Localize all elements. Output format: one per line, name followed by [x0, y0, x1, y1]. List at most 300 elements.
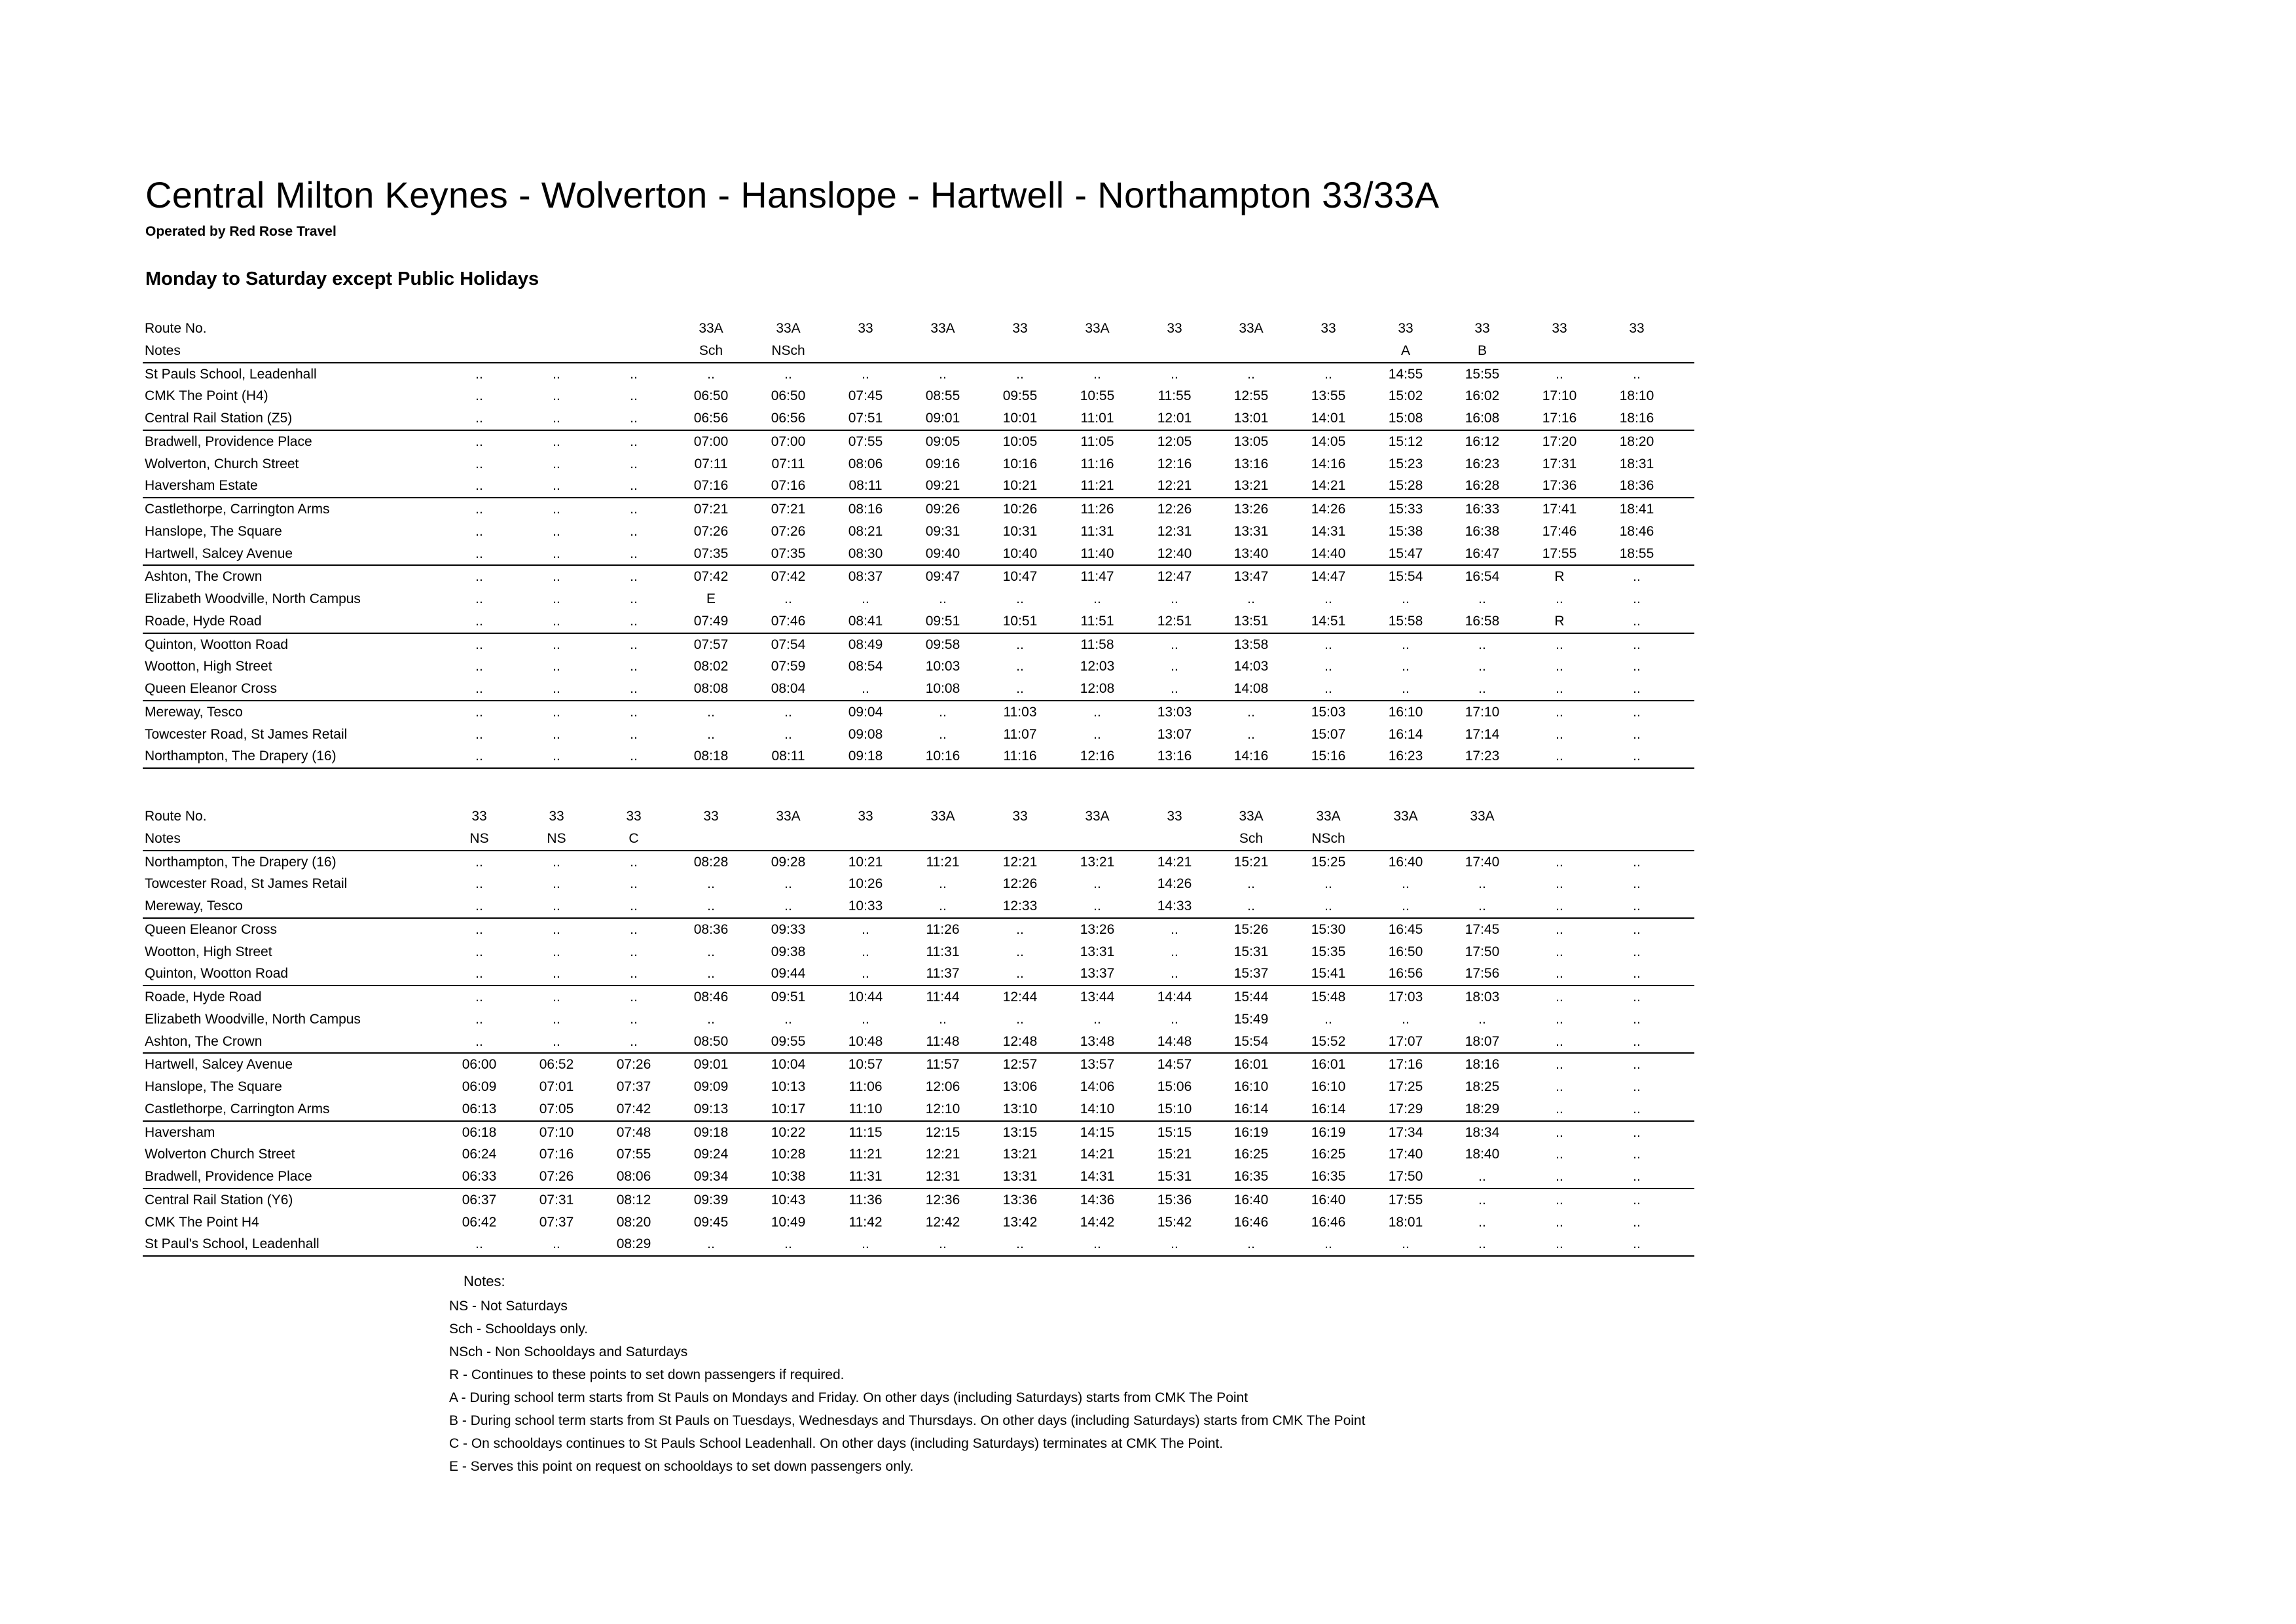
time-cell: .. — [1556, 854, 1563, 870]
time-cell: .. — [553, 545, 560, 561]
time-cell: .. — [1556, 1101, 1563, 1116]
time-cell: .. — [1324, 366, 1332, 382]
time-cell: 13:16 — [1233, 456, 1269, 471]
time-cell: 33A — [1085, 809, 1110, 824]
time-cell: 12:01 — [1157, 411, 1192, 426]
time-cell: 15:38 — [1388, 523, 1423, 539]
time-cell: 08:12 — [616, 1192, 651, 1208]
time-cell: .. — [1093, 704, 1101, 720]
time-cell: .. — [1633, 989, 1641, 1005]
time-cell: 10:38 — [771, 1169, 806, 1184]
table-row — [143, 1166, 1694, 1189]
time-cell: C — [629, 830, 639, 846]
time-cell: 10:13 — [771, 1079, 806, 1094]
time-cell: .. — [1478, 591, 1486, 606]
time-cell: 16:56 — [1388, 966, 1423, 982]
notes-heading: Notes: — [464, 1273, 505, 1289]
note-line: R - Continues to these points to set down passengers if required. — [449, 1367, 845, 1382]
time-cell: .. — [1633, 1214, 1641, 1230]
table-row — [143, 521, 1694, 543]
time-cell: 33A — [699, 321, 723, 336]
stop-name: Quinton, Wootton Road — [145, 966, 289, 982]
time-cell: .. — [1402, 898, 1410, 913]
stop-name: Elizabeth Woodville, North Campus — [145, 591, 361, 606]
time-cell: .. — [1556, 966, 1563, 982]
time-cell: 10:48 — [848, 1033, 883, 1049]
stop-name: Quinton, Wootton Road — [145, 637, 289, 652]
time-cell: 13:47 — [1233, 569, 1269, 585]
time-cell: 13:15 — [1002, 1124, 1038, 1140]
time-cell: 08:11 — [771, 748, 805, 764]
time-cell: .. — [1402, 591, 1410, 606]
time-cell: .. — [1171, 921, 1178, 937]
note-line: NSch - Non Schooldays and Saturdays — [449, 1344, 688, 1359]
time-cell: .. — [1633, 966, 1641, 982]
time-cell: .. — [475, 921, 483, 937]
stop-name: Wolverton Church Street — [145, 1147, 295, 1162]
time-cell: 14:51 — [1311, 613, 1346, 629]
time-cell: 09:55 — [771, 1033, 806, 1049]
time-cell: 33 — [626, 809, 642, 824]
time-cell: 18:46 — [1619, 523, 1654, 539]
table-row — [143, 745, 1694, 769]
time-cell: 07:00 — [771, 434, 806, 449]
time-cell: 11:51 — [1080, 613, 1114, 629]
time-cell: 06:50 — [693, 388, 729, 404]
time-cell: 09:33 — [771, 921, 806, 937]
time-cell: 13:55 — [1311, 388, 1346, 404]
time-cell: 14:57 — [1157, 1057, 1192, 1073]
time-cell: .. — [862, 966, 869, 982]
time-cell: 09:18 — [848, 748, 883, 764]
time-cell: .. — [1633, 681, 1641, 696]
time-cell: .. — [1556, 1011, 1563, 1027]
time-cell: 09:13 — [693, 1101, 729, 1116]
time-cell: 12:26 — [1157, 502, 1192, 517]
time-cell: .. — [630, 966, 638, 982]
time-cell: 15:30 — [1311, 921, 1346, 937]
time-cell: .. — [862, 681, 869, 696]
time-cell: .. — [1016, 681, 1024, 696]
time-cell: .. — [1478, 659, 1486, 674]
time-cell: 11:21 — [926, 854, 960, 870]
time-cell: .. — [630, 411, 638, 426]
time-cell: 11:21 — [1080, 478, 1114, 494]
time-cell: 11:16 — [1080, 456, 1114, 471]
time-cell: .. — [553, 944, 560, 959]
time-cell: 07:35 — [771, 545, 806, 561]
time-cell: 12:57 — [1002, 1057, 1038, 1073]
time-cell: .. — [1556, 591, 1563, 606]
time-cell: 11:15 — [848, 1124, 883, 1140]
time-cell: .. — [1633, 1011, 1641, 1027]
time-cell: 07:31 — [539, 1192, 574, 1208]
time-cell: .. — [1402, 1236, 1410, 1252]
time-cell: .. — [784, 591, 792, 606]
time-cell: R — [1554, 613, 1565, 629]
time-cell: .. — [475, 613, 483, 629]
time-cell: .. — [1016, 966, 1024, 982]
stop-name: Castlethorpe, Carrington Arms — [145, 1101, 330, 1116]
time-cell: 07:26 — [693, 523, 729, 539]
time-cell: 13:40 — [1233, 545, 1269, 561]
time-cell: 16:10 — [1388, 704, 1423, 720]
time-cell: 08:49 — [848, 637, 883, 652]
time-cell: 07:57 — [693, 637, 729, 652]
time-cell: 10:26 — [1002, 502, 1038, 517]
time-cell: 17:07 — [1388, 1033, 1423, 1049]
time-cell: 13:44 — [1080, 989, 1115, 1005]
time-cell: 12:40 — [1157, 545, 1192, 561]
time-cell: 09:38 — [771, 944, 806, 959]
time-cell: .. — [630, 898, 638, 913]
stop-name: Ashton, The Crown — [145, 1033, 263, 1049]
time-cell: 13:07 — [1157, 726, 1192, 742]
time-cell: .. — [553, 898, 560, 913]
time-cell: 10:43 — [771, 1192, 806, 1208]
time-cell: 11:05 — [1080, 434, 1114, 449]
time-cell: .. — [1633, 366, 1641, 382]
time-cell: .. — [1478, 876, 1486, 892]
time-cell: .. — [1016, 637, 1024, 652]
time-cell: .. — [1247, 898, 1255, 913]
table-row — [143, 941, 1694, 963]
time-cell: 08:55 — [925, 388, 960, 404]
time-cell: .. — [939, 1011, 947, 1027]
time-cell: .. — [1093, 591, 1101, 606]
time-cell: .. — [475, 1033, 483, 1049]
time-cell: 13:05 — [1233, 434, 1269, 449]
time-cell: .. — [475, 434, 483, 449]
time-cell: .. — [707, 1236, 715, 1252]
time-cell: 14:10 — [1080, 1101, 1115, 1116]
time-cell: 10:44 — [848, 989, 883, 1005]
table-row — [143, 805, 1694, 828]
table-row — [143, 634, 1694, 656]
time-cell: 33 — [1629, 321, 1645, 336]
time-cell: .. — [630, 1011, 638, 1027]
stop-name: Route No. — [145, 321, 207, 336]
time-cell: 07:16 — [539, 1147, 574, 1162]
time-cell: .. — [475, 456, 483, 471]
time-cell: 16:45 — [1388, 921, 1423, 937]
time-cell: .. — [553, 1033, 560, 1049]
time-cell: 10:04 — [771, 1057, 806, 1073]
time-cell: 12:33 — [1002, 898, 1038, 913]
time-cell: .. — [1402, 876, 1410, 892]
time-cell: .. — [475, 876, 483, 892]
time-cell: 13:36 — [1002, 1192, 1038, 1208]
time-cell: .. — [939, 591, 947, 606]
time-cell: 16:35 — [1311, 1169, 1346, 1184]
time-cell: 18:36 — [1619, 478, 1654, 494]
time-cell: .. — [553, 637, 560, 652]
time-cell: 11:47 — [1080, 569, 1114, 585]
time-cell: 16:40 — [1388, 854, 1423, 870]
time-cell: 14:44 — [1157, 989, 1192, 1005]
time-cell: 09:28 — [771, 854, 806, 870]
time-cell: 15:15 — [1157, 1124, 1192, 1140]
time-cell: .. — [475, 411, 483, 426]
time-cell: .. — [1633, 898, 1641, 913]
time-cell: .. — [553, 502, 560, 517]
stop-name: Wolverton, Church Street — [145, 456, 299, 471]
time-cell: 15:36 — [1157, 1192, 1192, 1208]
time-cell: 17:50 — [1388, 1169, 1423, 1184]
time-cell: .. — [630, 659, 638, 674]
time-cell: 33 — [1321, 321, 1336, 336]
time-cell: 07:55 — [616, 1147, 651, 1162]
time-cell: .. — [475, 388, 483, 404]
time-cell: 13:26 — [1233, 502, 1269, 517]
stop-name: St Pauls School, Leadenhall — [145, 366, 317, 382]
time-cell: .. — [630, 726, 638, 742]
time-cell: .. — [1633, 944, 1641, 959]
time-cell: .. — [1556, 704, 1563, 720]
time-cell: 14:40 — [1311, 545, 1346, 561]
time-cell: 11:31 — [926, 944, 960, 959]
time-cell: 11:26 — [1080, 502, 1114, 517]
stop-name: Ashton, The Crown — [145, 569, 263, 585]
time-cell: .. — [553, 434, 560, 449]
time-cell: 33A — [776, 321, 801, 336]
time-cell: 12:08 — [1080, 681, 1115, 696]
time-cell: Sch — [1239, 830, 1264, 846]
time-cell: 10:05 — [1002, 434, 1038, 449]
time-cell: 07:26 — [771, 523, 806, 539]
time-cell: 12:21 — [1157, 478, 1192, 494]
time-cell: 13:51 — [1233, 613, 1269, 629]
time-cell: 11:10 — [848, 1101, 883, 1116]
time-cell: A — [1400, 342, 1410, 358]
table-row — [143, 895, 1694, 919]
time-cell: 11:44 — [926, 989, 960, 1005]
time-cell: 12:44 — [1002, 989, 1038, 1005]
time-cell: 15:49 — [1233, 1011, 1269, 1027]
time-cell: 12:05 — [1157, 434, 1192, 449]
time-cell: 11:01 — [1080, 411, 1114, 426]
time-cell: 13:48 — [1080, 1033, 1115, 1049]
time-cell: 06:09 — [462, 1079, 497, 1094]
time-cell: .. — [1247, 366, 1255, 382]
time-cell: 09:08 — [848, 726, 883, 742]
time-cell: .. — [1171, 637, 1178, 652]
time-cell: 08:37 — [848, 569, 883, 585]
time-cell: 14:36 — [1080, 1192, 1115, 1208]
time-cell: .. — [1402, 1011, 1410, 1027]
time-cell: 12:55 — [1233, 388, 1269, 404]
time-cell: .. — [630, 523, 638, 539]
time-cell: 17:10 — [1542, 388, 1577, 404]
time-cell: B — [1477, 342, 1487, 358]
time-cell: 07:11 — [771, 456, 805, 471]
time-cell: 16:10 — [1311, 1079, 1346, 1094]
time-cell: 12:36 — [925, 1192, 960, 1208]
time-cell: .. — [1633, 569, 1641, 585]
time-cell: .. — [630, 502, 638, 517]
time-cell: 11:42 — [848, 1214, 883, 1230]
time-cell: .. — [1633, 726, 1641, 742]
time-cell: .. — [1556, 1124, 1563, 1140]
table-row — [143, 453, 1694, 475]
time-cell: .. — [1633, 876, 1641, 892]
time-cell: 33A — [1239, 809, 1264, 824]
time-cell: 16:46 — [1311, 1214, 1346, 1230]
time-cell: 10:28 — [771, 1147, 806, 1162]
time-cell: 18:01 — [1388, 1214, 1423, 1230]
time-cell: .. — [630, 704, 638, 720]
time-cell: 09:40 — [925, 545, 960, 561]
time-cell: .. — [553, 591, 560, 606]
time-cell: 16:47 — [1465, 545, 1500, 561]
stop-name: Route No. — [145, 809, 207, 824]
time-cell: 11:31 — [1080, 523, 1114, 539]
time-cell: 16:54 — [1465, 569, 1500, 585]
table-row — [143, 363, 1694, 386]
time-cell: 33 — [858, 321, 873, 336]
time-cell: 16:50 — [1388, 944, 1423, 959]
time-cell: .. — [939, 898, 947, 913]
time-cell: .. — [862, 944, 869, 959]
time-cell: 33 — [1398, 321, 1413, 336]
time-cell: 16:40 — [1311, 1192, 1346, 1208]
time-cell: 16:19 — [1311, 1124, 1346, 1140]
time-cell: .. — [939, 1236, 947, 1252]
stop-name: Queen Eleanor Cross — [145, 681, 277, 696]
time-cell: .. — [1016, 366, 1024, 382]
table-row — [143, 1098, 1694, 1122]
time-cell: .. — [1633, 1147, 1641, 1162]
time-cell: 16:38 — [1465, 523, 1500, 539]
time-cell: .. — [1556, 1057, 1563, 1073]
time-cell: 07:55 — [848, 434, 883, 449]
time-cell: 33A — [930, 809, 955, 824]
time-cell: 08:54 — [848, 659, 883, 674]
time-cell: .. — [1633, 1236, 1641, 1252]
time-cell: 11:31 — [848, 1169, 883, 1184]
time-cell: 33 — [1012, 809, 1028, 824]
time-cell: 10:26 — [848, 876, 883, 892]
time-cell: 11:07 — [1003, 726, 1037, 742]
time-cell: 16:35 — [1233, 1169, 1269, 1184]
time-cell: .. — [862, 1011, 869, 1027]
time-cell: 10:21 — [1002, 478, 1038, 494]
time-cell: 17:40 — [1388, 1147, 1423, 1162]
time-cell: 08:41 — [848, 613, 883, 629]
time-cell: .. — [630, 921, 638, 937]
time-cell: .. — [553, 854, 560, 870]
time-cell: .. — [1556, 898, 1563, 913]
time-cell: .. — [553, 681, 560, 696]
time-cell: 17:55 — [1542, 545, 1577, 561]
time-cell: 10:08 — [925, 681, 960, 696]
inbound-timetable — [143, 805, 1694, 1257]
time-cell: NSch — [1311, 830, 1345, 846]
time-cell: 13:06 — [1002, 1079, 1038, 1094]
time-cell: 18:03 — [1465, 989, 1500, 1005]
time-cell: 14:31 — [1080, 1169, 1115, 1184]
time-cell: 17:29 — [1388, 1101, 1423, 1116]
time-cell: 33 — [703, 809, 719, 824]
table-row — [143, 1122, 1694, 1144]
time-cell: .. — [630, 545, 638, 561]
outbound-timetable — [143, 318, 1694, 769]
time-cell: 17:46 — [1542, 523, 1577, 539]
time-cell: 09:16 — [925, 456, 960, 471]
time-cell: .. — [1093, 898, 1101, 913]
time-cell: 15:02 — [1388, 388, 1423, 404]
time-cell: 33A — [1393, 809, 1418, 824]
time-cell: .. — [707, 966, 715, 982]
stop-name: Hanslope, The Square — [145, 1079, 282, 1094]
time-cell: 07:48 — [616, 1124, 651, 1140]
time-cell: 13:57 — [1080, 1057, 1115, 1073]
time-cell: 07:51 — [848, 411, 883, 426]
time-cell: .. — [1556, 1147, 1563, 1162]
table-row — [143, 385, 1694, 407]
time-cell: .. — [475, 898, 483, 913]
time-cell: .. — [1556, 1214, 1563, 1230]
time-cell: 08:36 — [693, 921, 729, 937]
time-cell: 11:21 — [848, 1147, 883, 1162]
time-cell: .. — [630, 681, 638, 696]
time-cell: 33 — [858, 809, 873, 824]
time-cell: .. — [630, 366, 638, 382]
time-cell: 15:10 — [1157, 1101, 1192, 1116]
time-cell: .. — [1633, 748, 1641, 764]
time-cell: 17:40 — [1465, 854, 1500, 870]
time-cell: .. — [1633, 1101, 1641, 1116]
time-cell: .. — [475, 591, 483, 606]
time-cell: .. — [553, 876, 560, 892]
time-cell: 12:21 — [1002, 854, 1038, 870]
time-cell: 33 — [471, 809, 487, 824]
time-cell: NS — [547, 830, 566, 846]
table-row — [143, 543, 1694, 566]
time-cell: 08:02 — [693, 659, 729, 674]
time-cell: .. — [1633, 613, 1641, 629]
time-cell: 07:42 — [693, 569, 729, 585]
time-cell: 11:16 — [1003, 748, 1037, 764]
time-cell: .. — [939, 876, 947, 892]
time-cell: .. — [1478, 1169, 1486, 1184]
time-cell: 07:54 — [771, 637, 806, 652]
time-cell: 06:50 — [771, 388, 806, 404]
time-cell: .. — [1556, 681, 1563, 696]
time-cell: 33A — [1470, 809, 1495, 824]
time-cell: 12:16 — [1157, 456, 1192, 471]
time-cell: .. — [1016, 921, 1024, 937]
time-cell: .. — [630, 434, 638, 449]
time-cell: 18:41 — [1619, 502, 1654, 517]
time-cell: 13:31 — [1002, 1169, 1038, 1184]
time-cell: .. — [1556, 726, 1563, 742]
time-cell: .. — [1247, 704, 1255, 720]
time-cell: 16:14 — [1388, 726, 1423, 742]
time-cell: 18:40 — [1465, 1147, 1500, 1162]
stop-name: Towcester Road, St James Retail — [145, 726, 348, 742]
time-cell: 15:21 — [1157, 1147, 1192, 1162]
time-cell: 14:21 — [1080, 1147, 1115, 1162]
time-cell: 07:26 — [616, 1057, 651, 1073]
time-cell: 08:06 — [848, 456, 883, 471]
table-row — [143, 1031, 1694, 1054]
time-cell: 14:16 — [1233, 748, 1269, 764]
table-row — [143, 1076, 1694, 1098]
operator-subtitle: Operated by Red Rose Travel — [145, 224, 337, 239]
time-cell: 10:16 — [925, 748, 960, 764]
time-cell: .. — [1171, 659, 1178, 674]
